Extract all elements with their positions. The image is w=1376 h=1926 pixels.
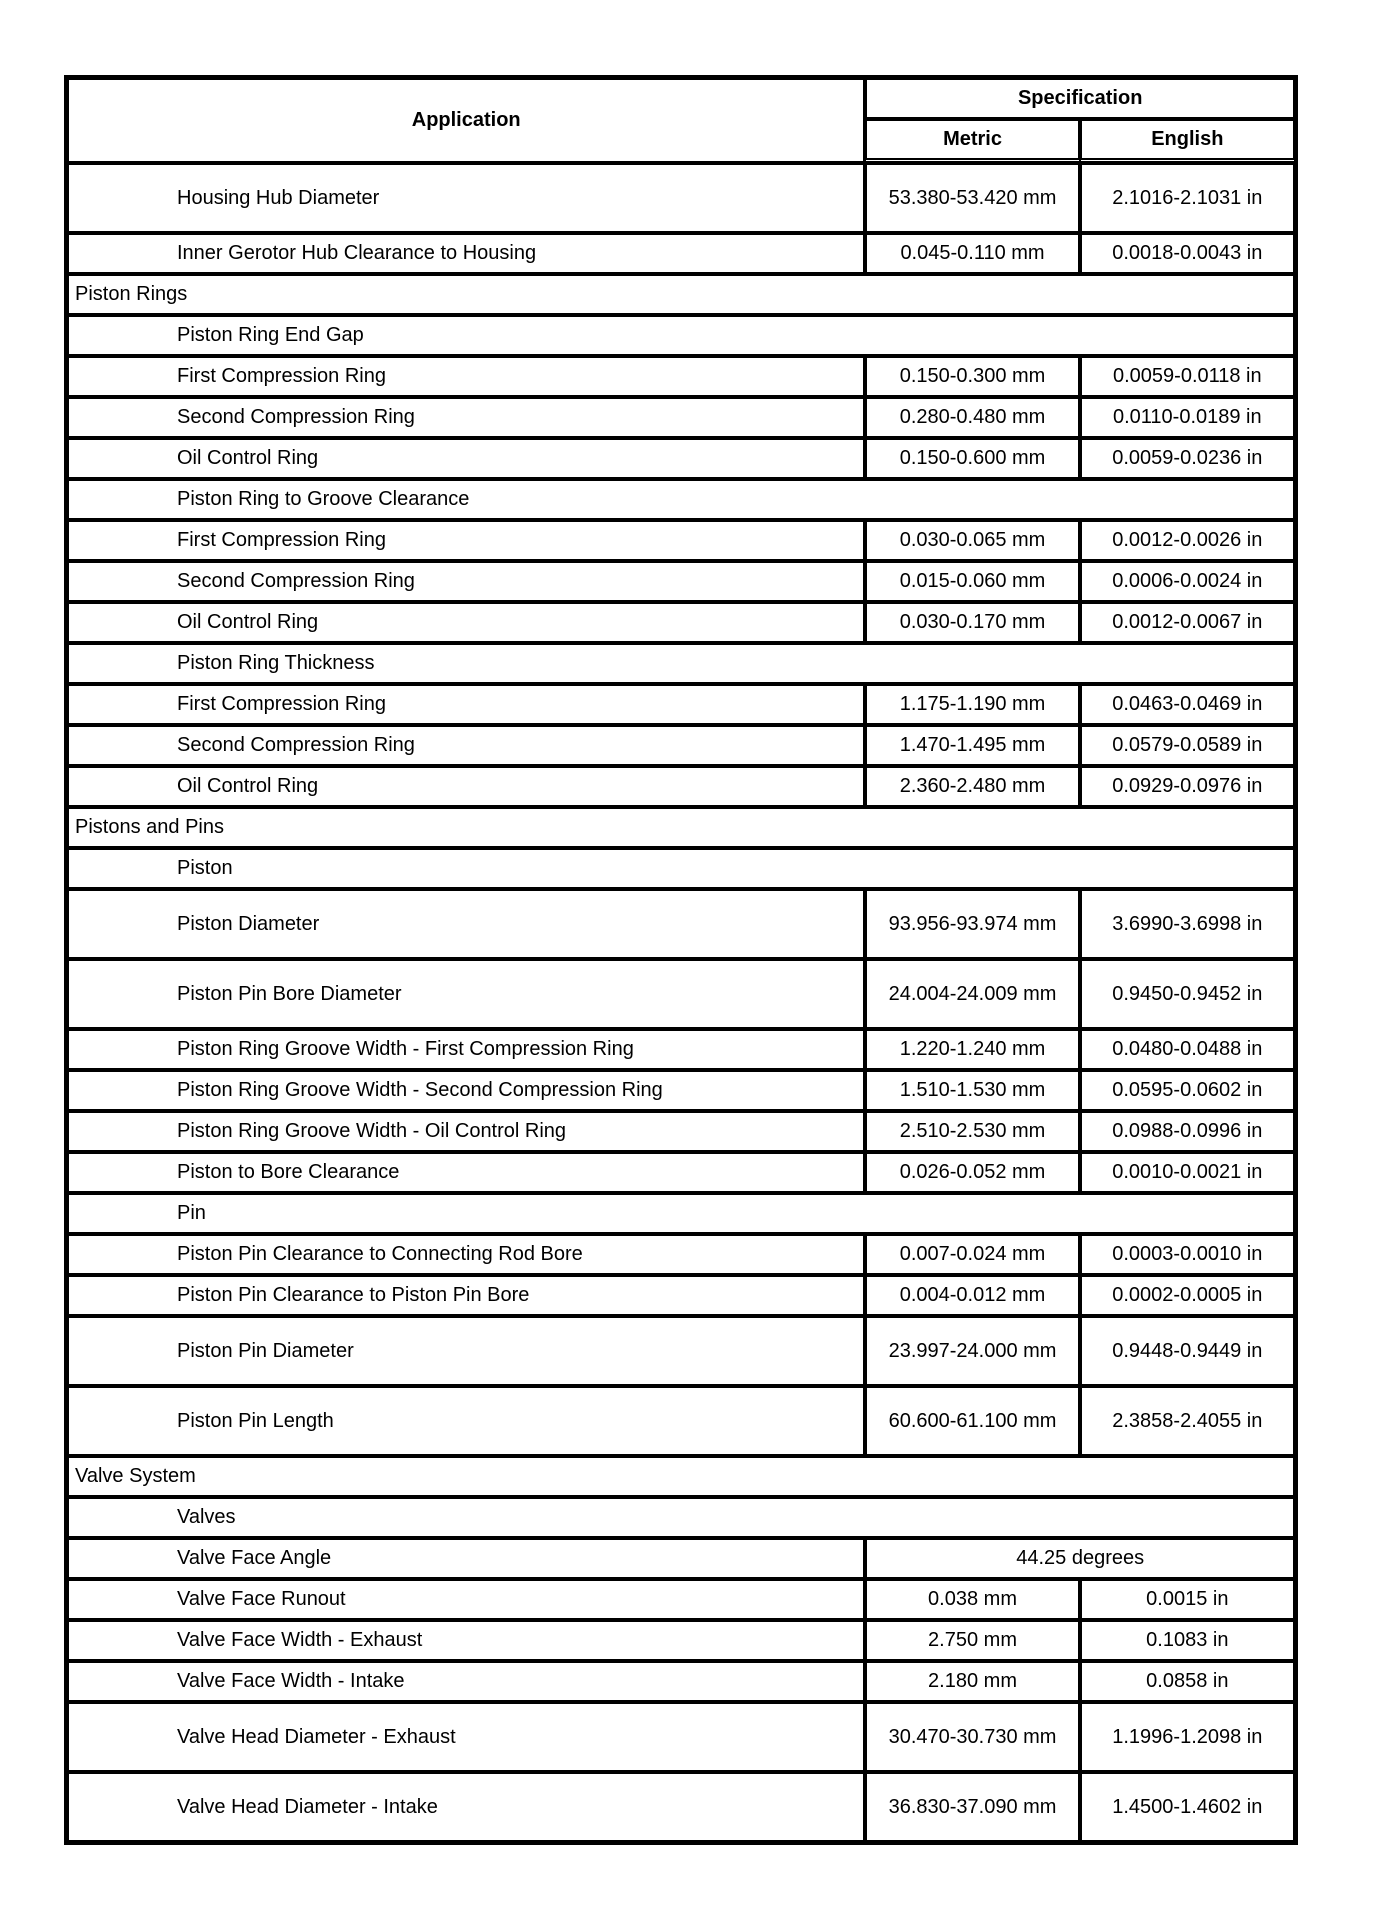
application-cell: First Compression Ring <box>67 356 865 397</box>
english-cell: 0.9450-0.9452 in <box>1080 959 1295 1029</box>
application-cell: Piston Ring Groove Width - Second Compression Ring <box>67 1070 865 1111</box>
table-row <box>67 1316 1295 1386</box>
table-row <box>67 1029 1295 1070</box>
application-cell: Piston Pin Length <box>67 1386 865 1456</box>
metric-cell: 60.600-61.100 mm <box>865 1386 1079 1456</box>
application-cell: Piston Ring Groove Width - Oil Control Ring <box>67 1111 865 1152</box>
table-row <box>67 959 1295 1029</box>
subsection-row <box>67 1193 1295 1234</box>
application-cell: Valve Face Width - Intake <box>67 1661 865 1702</box>
metric-cell: 36.830-37.090 mm <box>865 1772 1079 1842</box>
section-label: Valve System <box>67 1456 1295 1497</box>
application-cell: Oil Control Ring <box>67 766 865 807</box>
table-row <box>67 1275 1295 1316</box>
english-cell: 0.0480-0.0488 in <box>1080 1029 1295 1070</box>
english-cell: 0.0858 in <box>1080 1661 1295 1702</box>
english-cell: 0.0012-0.0026 in <box>1080 520 1295 561</box>
metric-cell: 0.007-0.024 mm <box>865 1234 1079 1275</box>
table-row <box>67 1579 1295 1620</box>
english-cell: 0.0059-0.0236 in <box>1080 438 1295 479</box>
english-cell: 0.0929-0.0976 in <box>1080 766 1295 807</box>
table-row <box>67 1234 1295 1275</box>
application-cell: Inner Gerotor Hub Clearance to Housing <box>67 233 865 274</box>
metric-cell: 2.360-2.480 mm <box>865 766 1079 807</box>
english-cell: 0.0010-0.0021 in <box>1080 1152 1295 1193</box>
subsection-row <box>67 643 1295 684</box>
english-cell: 0.0018-0.0043 in <box>1080 233 1295 274</box>
application-cell: First Compression Ring <box>67 684 865 725</box>
english-cell: 0.0110-0.0189 in <box>1080 397 1295 438</box>
section-label: Piston Rings <box>67 274 1295 315</box>
section-row <box>67 1456 1295 1497</box>
application-cell: Piston Diameter <box>67 889 865 959</box>
table-row <box>67 1070 1295 1111</box>
subsection-row <box>67 848 1295 889</box>
english-cell: 0.0003-0.0010 in <box>1080 1234 1295 1275</box>
metric-cell: 2.180 mm <box>865 1661 1079 1702</box>
table-row <box>67 766 1295 807</box>
table-row <box>67 397 1295 438</box>
english-cell: 0.0006-0.0024 in <box>1080 561 1295 602</box>
header-english: English <box>1080 119 1295 163</box>
table-row <box>67 1386 1295 1456</box>
subsection-label: Piston <box>67 848 1295 889</box>
table-row <box>67 520 1295 561</box>
subsection-row <box>67 479 1295 520</box>
application-cell: Piston to Bore Clearance <box>67 1152 865 1193</box>
metric-cell: 0.150-0.300 mm <box>865 356 1079 397</box>
table-row <box>67 1152 1295 1193</box>
metric-cell: 0.038 mm <box>865 1579 1079 1620</box>
application-cell: Valve Face Angle <box>67 1538 865 1579</box>
specification-table <box>64 75 1298 1845</box>
subsection-label: Piston Ring to Groove Clearance <box>67 479 1295 520</box>
english-cell: 1.4500-1.4602 in <box>1080 1772 1295 1842</box>
application-cell: Valve Face Width - Exhaust <box>67 1620 865 1661</box>
subsection-label: Piston Ring End Gap <box>67 315 1295 356</box>
table-row <box>67 163 1295 233</box>
table-row <box>67 1772 1295 1842</box>
application-cell: Piston Pin Clearance to Connecting Rod Bore <box>67 1234 865 1275</box>
subsection-label: Pin <box>67 1193 1295 1234</box>
table-row <box>67 1620 1295 1661</box>
spec-value-cell: 44.25 degrees <box>865 1538 1295 1579</box>
table-row <box>67 684 1295 725</box>
english-cell: 0.0002-0.0005 in <box>1080 1275 1295 1316</box>
metric-cell: 0.015-0.060 mm <box>865 561 1079 602</box>
subsection-label: Piston Ring Thickness <box>67 643 1295 684</box>
table-body <box>67 163 1295 1842</box>
table-row <box>67 889 1295 959</box>
english-cell: 0.0595-0.0602 in <box>1080 1070 1295 1111</box>
application-cell: Valve Face Runout <box>67 1579 865 1620</box>
metric-cell: 0.045-0.110 mm <box>865 233 1079 274</box>
application-cell: Valve Head Diameter - Intake <box>67 1772 865 1842</box>
english-cell: 0.0012-0.0067 in <box>1080 602 1295 643</box>
table-row <box>67 1702 1295 1772</box>
english-cell: 0.0988-0.0996 in <box>1080 1111 1295 1152</box>
metric-cell: 0.280-0.480 mm <box>865 397 1079 438</box>
header-metric: Metric <box>865 119 1079 163</box>
table-row <box>67 602 1295 643</box>
metric-cell: 0.026-0.052 mm <box>865 1152 1079 1193</box>
application-cell: Piston Pin Bore Diameter <box>67 959 865 1029</box>
subsection-row <box>67 1497 1295 1538</box>
english-cell: 2.3858-2.4055 in <box>1080 1386 1295 1456</box>
section-label: Pistons and Pins <box>67 807 1295 848</box>
table-row <box>67 1661 1295 1702</box>
application-cell: Oil Control Ring <box>67 438 865 479</box>
metric-cell: 0.030-0.170 mm <box>865 602 1079 643</box>
metric-cell: 1.510-1.530 mm <box>865 1070 1079 1111</box>
application-cell: Second Compression Ring <box>67 397 865 438</box>
metric-cell: 23.997-24.000 mm <box>865 1316 1079 1386</box>
table-row <box>67 725 1295 766</box>
table-row <box>67 1538 1295 1579</box>
table-row <box>67 1111 1295 1152</box>
metric-cell: 2.750 mm <box>865 1620 1079 1661</box>
subsection-label: Valves <box>67 1497 1295 1538</box>
application-cell: Valve Head Diameter - Exhaust <box>67 1702 865 1772</box>
application-cell: Piston Pin Clearance to Piston Pin Bore <box>67 1275 865 1316</box>
metric-cell: 1.220-1.240 mm <box>865 1029 1079 1070</box>
english-cell: 0.9448-0.9449 in <box>1080 1316 1295 1386</box>
application-cell: Housing Hub Diameter <box>67 163 865 233</box>
subsection-row <box>67 315 1295 356</box>
application-cell: Piston Ring Groove Width - First Compression Ring <box>67 1029 865 1070</box>
header-specification: Specification <box>865 78 1295 119</box>
english-cell: 0.1083 in <box>1080 1620 1295 1661</box>
application-cell: Oil Control Ring <box>67 602 865 643</box>
table-row <box>67 356 1295 397</box>
table-row <box>67 233 1295 274</box>
english-cell: 0.0579-0.0589 in <box>1080 725 1295 766</box>
application-cell: Second Compression Ring <box>67 725 865 766</box>
application-cell: First Compression Ring <box>67 520 865 561</box>
application-cell: Second Compression Ring <box>67 561 865 602</box>
section-row <box>67 807 1295 848</box>
section-row <box>67 274 1295 315</box>
metric-cell: 1.175-1.190 mm <box>865 684 1079 725</box>
metric-cell: 93.956-93.974 mm <box>865 889 1079 959</box>
english-cell: 0.0463-0.0469 in <box>1080 684 1295 725</box>
metric-cell: 0.004-0.012 mm <box>865 1275 1079 1316</box>
english-cell: 0.0015 in <box>1080 1579 1295 1620</box>
metric-cell: 0.030-0.065 mm <box>865 520 1079 561</box>
english-cell: 0.0059-0.0118 in <box>1080 356 1295 397</box>
table-row <box>67 561 1295 602</box>
english-cell: 3.6990-3.6998 in <box>1080 889 1295 959</box>
metric-cell: 2.510-2.530 mm <box>865 1111 1079 1152</box>
metric-cell: 53.380-53.420 mm <box>865 163 1079 233</box>
english-cell: 2.1016-2.1031 in <box>1080 163 1295 233</box>
metric-cell: 24.004-24.009 mm <box>865 959 1079 1029</box>
metric-cell: 1.470-1.495 mm <box>865 725 1079 766</box>
metric-cell: 30.470-30.730 mm <box>865 1702 1079 1772</box>
header-application: Application <box>67 78 865 163</box>
application-cell: Piston Pin Diameter <box>67 1316 865 1386</box>
english-cell: 1.1996-1.2098 in <box>1080 1702 1295 1772</box>
metric-cell: 0.150-0.600 mm <box>865 438 1079 479</box>
table-row <box>67 438 1295 479</box>
